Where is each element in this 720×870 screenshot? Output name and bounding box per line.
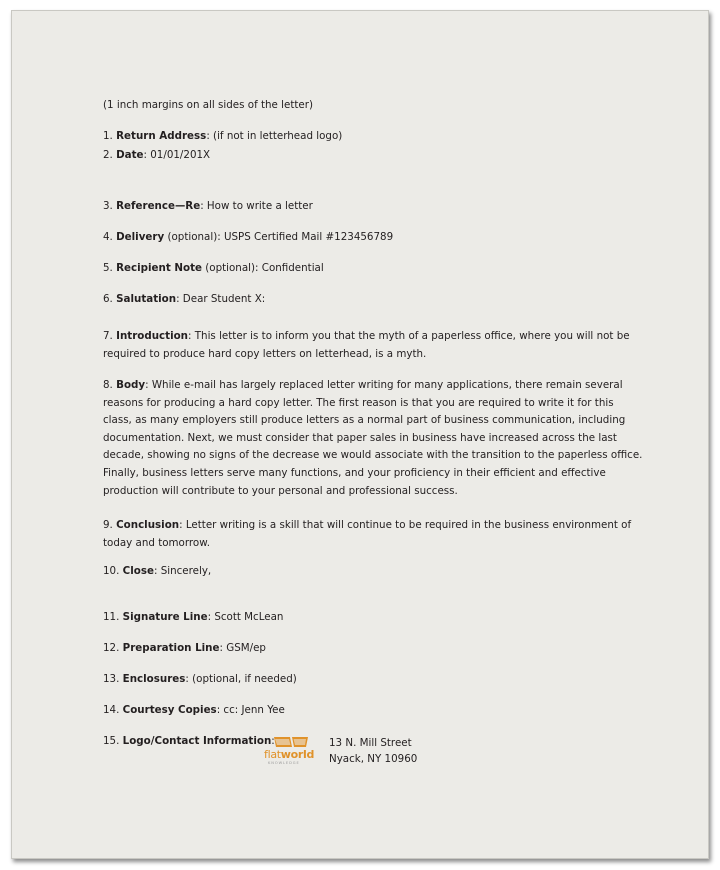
item-label: Salutation: [116, 293, 177, 305]
item-date: [103, 147, 643, 165]
item-text: : GSM/ep: [219, 642, 266, 654]
item-text: : Dear Student X:: [176, 293, 266, 305]
item-text: : This letter is to inform you that the myth of a paperless office, where you will not be required to produce hard copy letters on letterhead, is a myth.: [103, 330, 630, 360]
address-line-2: Nyack, NY 10960: [329, 753, 418, 765]
item-conclusion: [103, 517, 643, 552]
item-number: 6.: [103, 293, 113, 305]
letter-page: [11, 10, 709, 859]
item-introduction: [103, 328, 643, 363]
item-number: 13.: [103, 673, 120, 685]
item-label: Recipient Note: [116, 262, 202, 274]
item-courtesy-copies: [103, 702, 643, 720]
item-recipient-note: [103, 260, 643, 278]
item-number: 12.: [103, 642, 120, 654]
item-signature-line: [103, 609, 643, 627]
item-text: : While e-mail has largely replaced letter writing for many applications, there remain several reasons for producing a hard copy letter. The first reason is that you are required to write it for this class, as many employers still produce letters as a normal part of business communication, including documentation. Next, we must consider that paper sales in business have increased across the last decade, showing no signs of the decrease we would associate with the transition to the paperless office. Finally, business letters serve many functions, and your proficiency in their efficient and effective production will contribute to your personal and professional success.: [103, 379, 643, 497]
item-number: 5.: [103, 262, 113, 274]
item-label: Date: [116, 149, 144, 161]
item-number: 4.: [103, 231, 113, 243]
item-label: Preparation Line: [122, 642, 220, 654]
item-label: Delivery: [116, 231, 165, 243]
address-line-1: 13 N. Mill Street: [329, 737, 412, 749]
item-label: Conclusion: [116, 519, 180, 531]
item-text: (optional): USPS Certified Mail #123456789: [164, 231, 394, 243]
logo-wordmark: flatworld: [264, 748, 315, 761]
item-number: 3.: [103, 200, 113, 212]
item-text: : 01/01/201X: [143, 149, 211, 161]
item-label: Introduction: [116, 330, 189, 342]
item-number: 8.: [103, 379, 113, 391]
item-text: :: [271, 735, 275, 747]
item-preparation-line: [103, 640, 643, 658]
item-label: Body: [116, 379, 146, 391]
item-text: : (if not in letterhead logo): [206, 130, 343, 142]
item-text: : (optional, if needed): [185, 673, 297, 685]
item-number: 1.: [103, 130, 113, 142]
margins-note: (1 inch margins on all sides of the letter): [103, 99, 314, 111]
item-number: 7.: [103, 330, 113, 342]
item-label: Reference—Re: [116, 200, 201, 212]
item-close: [103, 563, 643, 581]
item-number: 11.: [103, 611, 120, 623]
item-text: : Sincerely,: [153, 565, 212, 577]
item-delivery: [103, 229, 643, 247]
item-number: 10.: [103, 565, 120, 577]
item-label: Return Address: [116, 130, 207, 142]
item-number: 9.: [103, 519, 113, 531]
item-text: : How to write a letter: [200, 200, 313, 212]
item-enclosures: [103, 671, 643, 689]
item-label: Courtesy Copies: [122, 704, 217, 716]
item-salutation: [103, 291, 643, 309]
item-number: 15.: [103, 735, 120, 747]
item-return-address: [103, 128, 643, 146]
contact-address: [329, 735, 417, 767]
item-text: : Scott McLean: [207, 611, 284, 623]
item-text: : cc: Jenn Yee: [216, 704, 285, 716]
item-label: Signature Line: [122, 611, 208, 623]
item-reference: [103, 198, 643, 216]
item-text: (optional): Confidential: [201, 262, 324, 274]
contact-block: [103, 736, 643, 776]
item-label: Enclosures: [122, 673, 186, 685]
item-label: Logo/Contact Information: [122, 735, 272, 747]
item-text: : Letter writing is a skill that will continue to be required in the business environment of today and tomorrow.: [103, 519, 632, 549]
item-label: Close: [122, 565, 154, 577]
item-number: 2.: [103, 149, 113, 161]
item-number: 14.: [103, 704, 120, 716]
item-body: [103, 377, 643, 500]
logo-subtitle: KNOWLEDGE: [268, 761, 300, 765]
